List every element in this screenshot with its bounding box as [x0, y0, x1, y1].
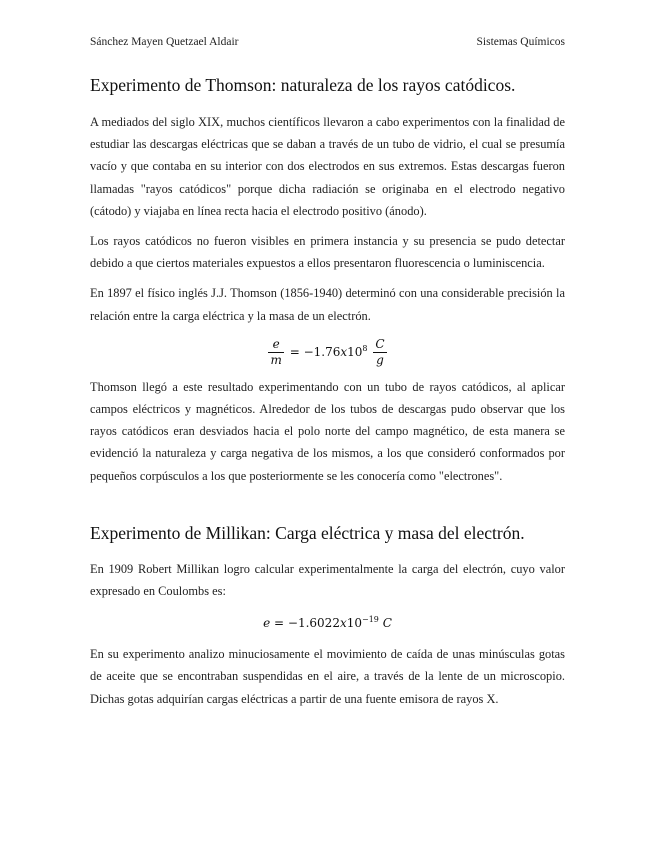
unit-symbol: C [382, 616, 392, 631]
coefficient: −1.76 [303, 344, 341, 359]
thomson-heading: Experimento de Thomson: naturaleza de los rayos catódicos. [90, 75, 516, 95]
power-exponent: 8 [362, 343, 368, 353]
thomson-paragraph-2: Los rayos catódicos no fueron visibles en primera instancia y su presencia se pudo detectar debido a que ciertos materiales expuestos a ellos presentaron fluorescencia o luminiscencia. [90, 234, 565, 271]
thomson-paragraph-3: En 1897 el físico inglés J.J. Thomson (1856-1940) determinó con una considerable precisión la relación entre la carga eléctrica y la masa de un electrón. [90, 286, 565, 323]
times-symbol: x [340, 344, 348, 359]
millikan-paragraph-1: En 1909 Robert Millikan logro calcular experimentalmente la carga del electrón, cuyo valor expresado en Coulombs es: [90, 561, 565, 599]
equals-sign: = [274, 616, 285, 631]
charge-symbol: e [263, 616, 271, 631]
millikan-paragraph-2: En su experimento analizo minuciosamente el movimiento de caída de unas minúsculas gotas de aceite que se encontraban suspendidas en el aire, a través de la lente de un microscopio. Dichas gotas adquirían cargas eléctricas a partir de una fuente emisora de rayos X. [90, 647, 565, 706]
coefficient: −1.6022 [287, 616, 340, 631]
times-symbol: x [339, 616, 347, 631]
power-base: 10 [347, 344, 363, 359]
power-exponent: −19 [362, 615, 379, 625]
thomson-equation [90, 337, 565, 368]
page-header [90, 36, 565, 52]
equals-sign: = [289, 344, 300, 359]
page-content [90, 68, 565, 710]
millikan-equation [90, 610, 565, 633]
unit-fraction [373, 337, 386, 368]
thomson-paragraph-4: Thomson llegó a este resultado experimentando con un tubo de rayos catódicos, al aplicar campos eléctricos y magnéticos. Alrededor de los tubos de descargas pudo observar que los rayos catódicos eran desviados hacia el polo norte del campo magnético, de esta manera se evidenció la naturaleza y carga negativa de los mismos, a los que consideró conformados por pequeños corpúsculos a los que posteriormente se les conocería como "electrones". [90, 379, 565, 483]
power-base: 10 [346, 616, 363, 631]
fraction-denominator: m [270, 352, 282, 367]
unit-denominator: g [376, 352, 384, 367]
fraction-numerator: e [268, 337, 283, 353]
header-course: Sistemas Químicos [476, 36, 565, 48]
charge-mass-fraction [268, 337, 283, 368]
header-author: Sánchez Mayen Quetzael Aldair [90, 36, 239, 48]
unit-numerator: C [375, 336, 385, 351]
millikan-heading: Experimento de Millikan: Carga eléctrica y masa del electrón. [90, 522, 525, 543]
thomson-paragraph-1: A mediados del siglo XIX, muchos científicos llevaron a cabo experimentos con la finalidad de estudiar las descargas eléctricas que se daban a través de un tubo de vidrio, el cual se presumía vacío y que contaba en su interior con dos electrodos en sus extremos. Estas descargas fueron llamadas "rayos catódicos" porque dicha radiación se originaba en el electrodo negativo (cátodo) y viajaba en línea recta hacia el electrodo positivo (ánodo). [90, 115, 565, 218]
